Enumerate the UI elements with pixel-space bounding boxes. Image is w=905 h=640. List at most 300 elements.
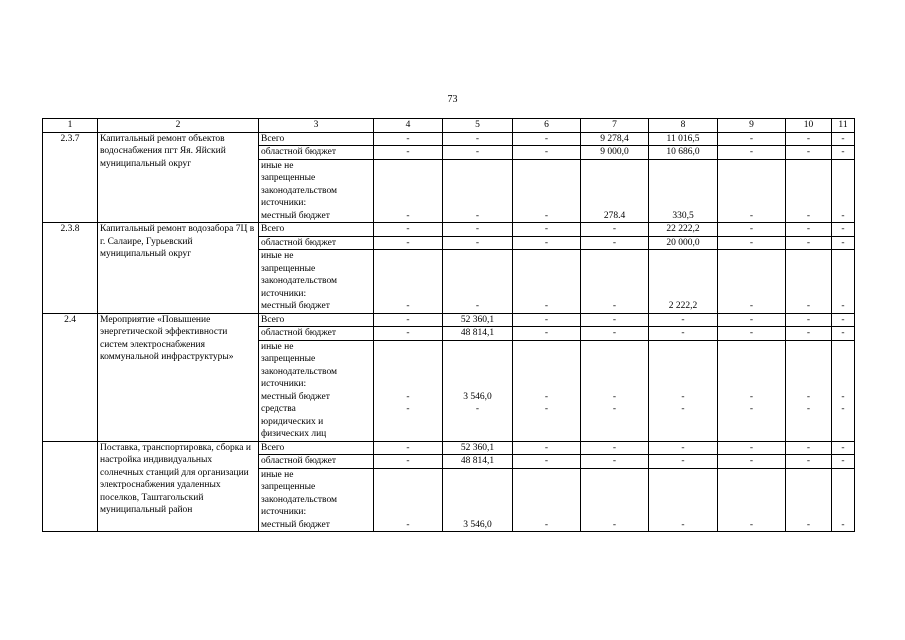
value-cell xyxy=(786,236,832,250)
value-line xyxy=(834,353,852,366)
value-line: - xyxy=(841,519,845,530)
value-cell xyxy=(513,327,581,341)
funding-source-line: иные не xyxy=(261,341,294,352)
value-line: - xyxy=(806,519,811,530)
value-line: 48 814,1 xyxy=(460,456,495,466)
value-cell xyxy=(832,132,855,146)
value-line: - xyxy=(841,456,845,466)
value-cell xyxy=(581,441,649,455)
value-line: 20 000,0 xyxy=(666,237,700,248)
value-cell xyxy=(649,132,718,146)
funding-source-line: законодательством xyxy=(261,185,338,196)
value-line xyxy=(515,366,578,379)
value-line: - xyxy=(806,391,811,402)
value-cell xyxy=(786,313,832,327)
value-line: - xyxy=(612,404,617,414)
value-line: - xyxy=(681,404,685,414)
value-line xyxy=(376,250,440,263)
value-cell xyxy=(649,313,718,327)
value-line: - xyxy=(544,442,549,453)
value-cell xyxy=(786,455,832,469)
value-cell xyxy=(374,236,443,250)
value-line: - xyxy=(475,301,480,311)
value-line: - xyxy=(612,456,617,466)
value-cell xyxy=(649,223,718,237)
value-line: - xyxy=(475,210,480,221)
value-line: - xyxy=(749,519,754,530)
funding-source-line: источники: xyxy=(261,507,307,517)
value-line xyxy=(376,494,440,507)
value-line xyxy=(515,185,578,198)
value-line xyxy=(445,506,510,519)
value-line xyxy=(788,160,829,173)
value-cell xyxy=(718,327,786,341)
row-code: 2.3.8 xyxy=(43,223,98,314)
value-line xyxy=(445,288,510,301)
value-line: - xyxy=(544,301,549,311)
value-line xyxy=(720,353,783,366)
value-cell xyxy=(513,146,581,160)
funding-source-line: иные не xyxy=(261,251,294,261)
value-line: - xyxy=(406,404,410,414)
value-line xyxy=(583,275,646,288)
value-line xyxy=(720,469,783,482)
value-line xyxy=(651,378,715,391)
funding-source-line: областной бюджет xyxy=(261,237,337,248)
value-cell xyxy=(581,313,649,327)
value-line xyxy=(583,378,646,391)
value-line: - xyxy=(544,519,549,530)
value-line: - xyxy=(406,147,410,157)
value-line: - xyxy=(544,147,549,157)
value-cell xyxy=(443,236,513,250)
header-cell: 10 xyxy=(786,119,832,133)
value-line: - xyxy=(806,442,811,453)
value-cell xyxy=(718,132,786,146)
value-line: - xyxy=(749,237,754,248)
value-line xyxy=(583,172,646,185)
value-line xyxy=(515,378,578,391)
value-line: - xyxy=(806,210,811,221)
value-line xyxy=(834,197,852,210)
value-line: - xyxy=(749,404,754,414)
value-line: - xyxy=(406,210,410,221)
value-line xyxy=(445,494,510,507)
value-line: - xyxy=(544,237,549,248)
value-line xyxy=(834,506,852,519)
value-line: - xyxy=(681,456,685,466)
value-line xyxy=(445,353,510,366)
value-line xyxy=(445,250,510,263)
funding-source-line: источники: xyxy=(261,198,307,208)
value-line xyxy=(445,428,510,441)
value-line xyxy=(720,481,783,494)
value-line xyxy=(583,353,646,366)
row-code xyxy=(43,441,98,532)
value-line xyxy=(515,250,578,263)
value-cell xyxy=(581,327,649,341)
value-cell xyxy=(513,468,581,532)
value-cell xyxy=(513,132,581,146)
value-line xyxy=(651,275,715,288)
value-line xyxy=(720,341,783,354)
value-line xyxy=(651,366,715,379)
funding-source xyxy=(259,236,374,250)
value-line xyxy=(445,263,510,276)
value-line xyxy=(583,250,646,263)
funding-source xyxy=(259,441,374,455)
value-line: - xyxy=(749,224,754,234)
value-cell xyxy=(443,132,513,146)
value-line xyxy=(720,160,783,173)
value-line xyxy=(720,506,783,519)
value-line xyxy=(445,341,510,354)
value-line: - xyxy=(806,147,811,157)
funding-source-line: Всего xyxy=(261,224,285,234)
value-line: - xyxy=(749,391,754,402)
value-line: - xyxy=(406,237,410,248)
value-cell xyxy=(832,340,855,441)
value-line xyxy=(788,172,829,185)
value-line xyxy=(376,469,440,482)
value-cell xyxy=(832,146,855,160)
value-cell xyxy=(832,250,855,314)
value-line xyxy=(651,506,715,519)
value-line xyxy=(583,288,646,301)
value-line xyxy=(788,494,829,507)
value-line xyxy=(720,197,783,210)
value-cell xyxy=(581,455,649,469)
value-line: - xyxy=(406,301,410,311)
value-cell xyxy=(718,340,786,441)
funding-source xyxy=(259,250,374,314)
funding-source-line: иные не xyxy=(261,469,294,480)
value-line: - xyxy=(841,391,845,402)
value-line: - xyxy=(841,133,845,144)
value-cell xyxy=(374,313,443,327)
value-cell xyxy=(649,236,718,250)
table-row xyxy=(43,441,855,455)
header-cell: 2 xyxy=(98,119,259,133)
value-line xyxy=(376,416,440,429)
value-line xyxy=(834,250,852,263)
value-line xyxy=(445,481,510,494)
funding-source-line: Всего xyxy=(261,442,285,453)
value-line: - xyxy=(749,328,754,338)
funding-source-line: законодательством xyxy=(261,366,338,377)
header-cell: 7 xyxy=(581,119,649,133)
value-line xyxy=(788,250,829,263)
value-cell xyxy=(786,468,832,532)
funding-source-line: запрещенные xyxy=(261,173,316,183)
value-line: - xyxy=(841,404,845,414)
value-line xyxy=(834,341,852,354)
value-cell xyxy=(718,250,786,314)
value-line: 3 546,0 xyxy=(463,519,492,530)
value-line xyxy=(834,481,852,494)
value-line xyxy=(834,172,852,185)
value-line: - xyxy=(841,314,845,325)
value-cell xyxy=(581,146,649,160)
value-line: - xyxy=(406,133,410,144)
value-line: - xyxy=(475,237,480,248)
value-cell xyxy=(649,159,718,223)
value-line xyxy=(376,341,440,354)
value-line: - xyxy=(406,224,410,234)
value-line xyxy=(583,469,646,482)
value-cell xyxy=(581,223,649,237)
header-cell: 11 xyxy=(832,119,855,133)
value-line: - xyxy=(406,391,410,402)
value-cell xyxy=(443,146,513,160)
value-cell xyxy=(649,146,718,160)
value-cell xyxy=(786,223,832,237)
value-cell xyxy=(786,132,832,146)
value-cell xyxy=(718,159,786,223)
value-line xyxy=(834,494,852,507)
value-line: - xyxy=(612,328,617,338)
value-cell xyxy=(581,159,649,223)
funding-source-line: средства xyxy=(261,404,296,414)
value-line xyxy=(788,197,829,210)
value-cell xyxy=(581,236,649,250)
value-line xyxy=(834,185,852,198)
value-cell xyxy=(374,132,443,146)
value-cell xyxy=(513,236,581,250)
value-line: - xyxy=(749,442,754,453)
funding-source-line: областной бюджет xyxy=(261,456,337,466)
value-line: - xyxy=(544,456,549,466)
value-line: - xyxy=(749,456,754,466)
value-line: - xyxy=(841,442,845,453)
value-line xyxy=(834,416,852,429)
value-line: - xyxy=(749,210,754,221)
value-cell xyxy=(786,327,832,341)
value-line xyxy=(720,288,783,301)
value-line xyxy=(515,494,578,507)
row-name: Капитальный ремонт объектов водоснабжения пгт Яя. Яйский муниципальный округ xyxy=(98,132,259,223)
value-cell xyxy=(513,340,581,441)
value-line xyxy=(788,263,829,276)
header-cell: 1 xyxy=(43,119,98,133)
funding-source xyxy=(259,327,374,341)
value-cell xyxy=(443,327,513,341)
header-cell: 8 xyxy=(649,119,718,133)
value-line: - xyxy=(681,391,685,402)
value-line xyxy=(788,469,829,482)
value-line xyxy=(651,288,715,301)
value-line xyxy=(788,416,829,429)
value-cell xyxy=(581,132,649,146)
value-cell xyxy=(649,468,718,532)
value-line xyxy=(515,416,578,429)
value-cell xyxy=(649,250,718,314)
value-line: - xyxy=(612,442,617,453)
value-line xyxy=(515,288,578,301)
value-line xyxy=(376,353,440,366)
value-line: - xyxy=(612,314,617,325)
value-cell xyxy=(513,455,581,469)
value-line xyxy=(376,185,440,198)
funding-source xyxy=(259,313,374,327)
value-line xyxy=(834,288,852,301)
value-line: - xyxy=(806,404,811,414)
value-line: - xyxy=(406,328,410,338)
value-line: - xyxy=(544,210,549,221)
value-line xyxy=(515,160,578,173)
value-line: - xyxy=(841,224,845,234)
value-line xyxy=(376,378,440,391)
funding-source xyxy=(259,455,374,469)
value-cell xyxy=(649,441,718,455)
header-cell: 9 xyxy=(718,119,786,133)
value-cell xyxy=(832,441,855,455)
value-line: - xyxy=(406,456,410,466)
value-cell xyxy=(718,146,786,160)
value-line: - xyxy=(612,519,617,530)
value-line: - xyxy=(406,442,410,453)
value-line xyxy=(834,428,852,441)
value-line xyxy=(445,172,510,185)
value-line xyxy=(651,160,715,173)
value-line: - xyxy=(681,442,685,453)
value-line xyxy=(788,341,829,354)
value-line: 11 016,5 xyxy=(666,133,700,144)
funding-source-line: Всего xyxy=(261,314,285,325)
value-cell xyxy=(718,223,786,237)
value-line xyxy=(376,160,440,173)
value-line xyxy=(583,366,646,379)
funding-source-line: Всего xyxy=(261,133,285,144)
value-line xyxy=(445,469,510,482)
value-cell xyxy=(649,327,718,341)
value-line xyxy=(788,185,829,198)
page-number: 73 xyxy=(447,94,458,105)
value-line xyxy=(720,263,783,276)
value-line xyxy=(720,275,783,288)
value-line: - xyxy=(612,237,617,248)
value-cell xyxy=(786,340,832,441)
funding-source xyxy=(259,468,374,532)
value-cell xyxy=(581,340,649,441)
value-line xyxy=(515,428,578,441)
value-line xyxy=(583,160,646,173)
value-cell xyxy=(649,340,718,441)
value-line: - xyxy=(475,224,480,234)
value-line: 330,5 xyxy=(672,210,694,221)
funding-source-line: законодательством xyxy=(261,276,338,286)
value-line xyxy=(651,481,715,494)
value-line: - xyxy=(841,147,845,157)
value-cell xyxy=(443,223,513,237)
value-cell xyxy=(786,146,832,160)
value-cell xyxy=(832,159,855,223)
value-cell xyxy=(718,441,786,455)
value-line xyxy=(720,185,783,198)
value-cell xyxy=(374,468,443,532)
value-line xyxy=(515,353,578,366)
value-line: - xyxy=(806,314,811,325)
funding-source-line: местный бюджет xyxy=(261,519,330,530)
value-cell xyxy=(832,468,855,532)
value-line xyxy=(834,378,852,391)
value-cell xyxy=(832,455,855,469)
value-line xyxy=(834,263,852,276)
value-cell xyxy=(374,159,443,223)
value-line xyxy=(720,366,783,379)
value-cell xyxy=(581,468,649,532)
row-code: 2.3.7 xyxy=(43,132,98,223)
value-line xyxy=(720,378,783,391)
value-line xyxy=(376,506,440,519)
value-line xyxy=(651,197,715,210)
value-line xyxy=(515,172,578,185)
funding-source xyxy=(259,132,374,146)
value-cell xyxy=(443,313,513,327)
value-cell xyxy=(786,250,832,314)
value-line xyxy=(583,197,646,210)
header-cell: 5 xyxy=(443,119,513,133)
value-line xyxy=(376,263,440,276)
value-line xyxy=(788,288,829,301)
funding-source-line: запрещенные xyxy=(261,263,316,274)
value-line xyxy=(651,341,715,354)
value-line: - xyxy=(681,328,685,338)
value-cell xyxy=(832,313,855,327)
value-line xyxy=(583,494,646,507)
value-cell xyxy=(649,455,718,469)
value-line: 278.4 xyxy=(603,210,626,221)
value-line xyxy=(720,416,783,429)
value-line: - xyxy=(406,314,410,325)
value-line xyxy=(834,469,852,482)
value-cell xyxy=(374,250,443,314)
value-line: - xyxy=(749,301,754,311)
value-line: - xyxy=(806,133,811,144)
value-line: - xyxy=(841,328,845,338)
value-line: - xyxy=(749,133,754,144)
value-line: - xyxy=(612,224,617,234)
value-cell xyxy=(718,468,786,532)
value-line xyxy=(376,172,440,185)
funding-source-line: законодательством xyxy=(261,494,338,505)
value-line: - xyxy=(612,391,617,402)
value-cell xyxy=(443,340,513,441)
row-name: Мероприятие «Повышение энергетической эффективности систем электроснабжения коммунальной инфраструктуры» xyxy=(98,313,259,441)
value-line xyxy=(515,469,578,482)
value-line xyxy=(583,263,646,276)
value-line xyxy=(376,366,440,379)
value-line: - xyxy=(681,314,685,325)
value-line xyxy=(515,197,578,210)
value-line: - xyxy=(806,456,811,466)
value-line xyxy=(583,428,646,441)
table-body xyxy=(43,119,855,532)
value-cell xyxy=(443,250,513,314)
value-cell xyxy=(374,223,443,237)
value-line xyxy=(720,428,783,441)
value-line: 10 686,0 xyxy=(666,147,700,157)
value-cell xyxy=(513,313,581,327)
value-line xyxy=(651,185,715,198)
value-cell xyxy=(443,468,513,532)
value-line xyxy=(376,288,440,301)
header-cell: 4 xyxy=(374,119,443,133)
value-line xyxy=(651,263,715,276)
funding-source-line: местный бюджет xyxy=(261,210,330,221)
value-line: - xyxy=(806,301,811,311)
value-line xyxy=(834,160,852,173)
